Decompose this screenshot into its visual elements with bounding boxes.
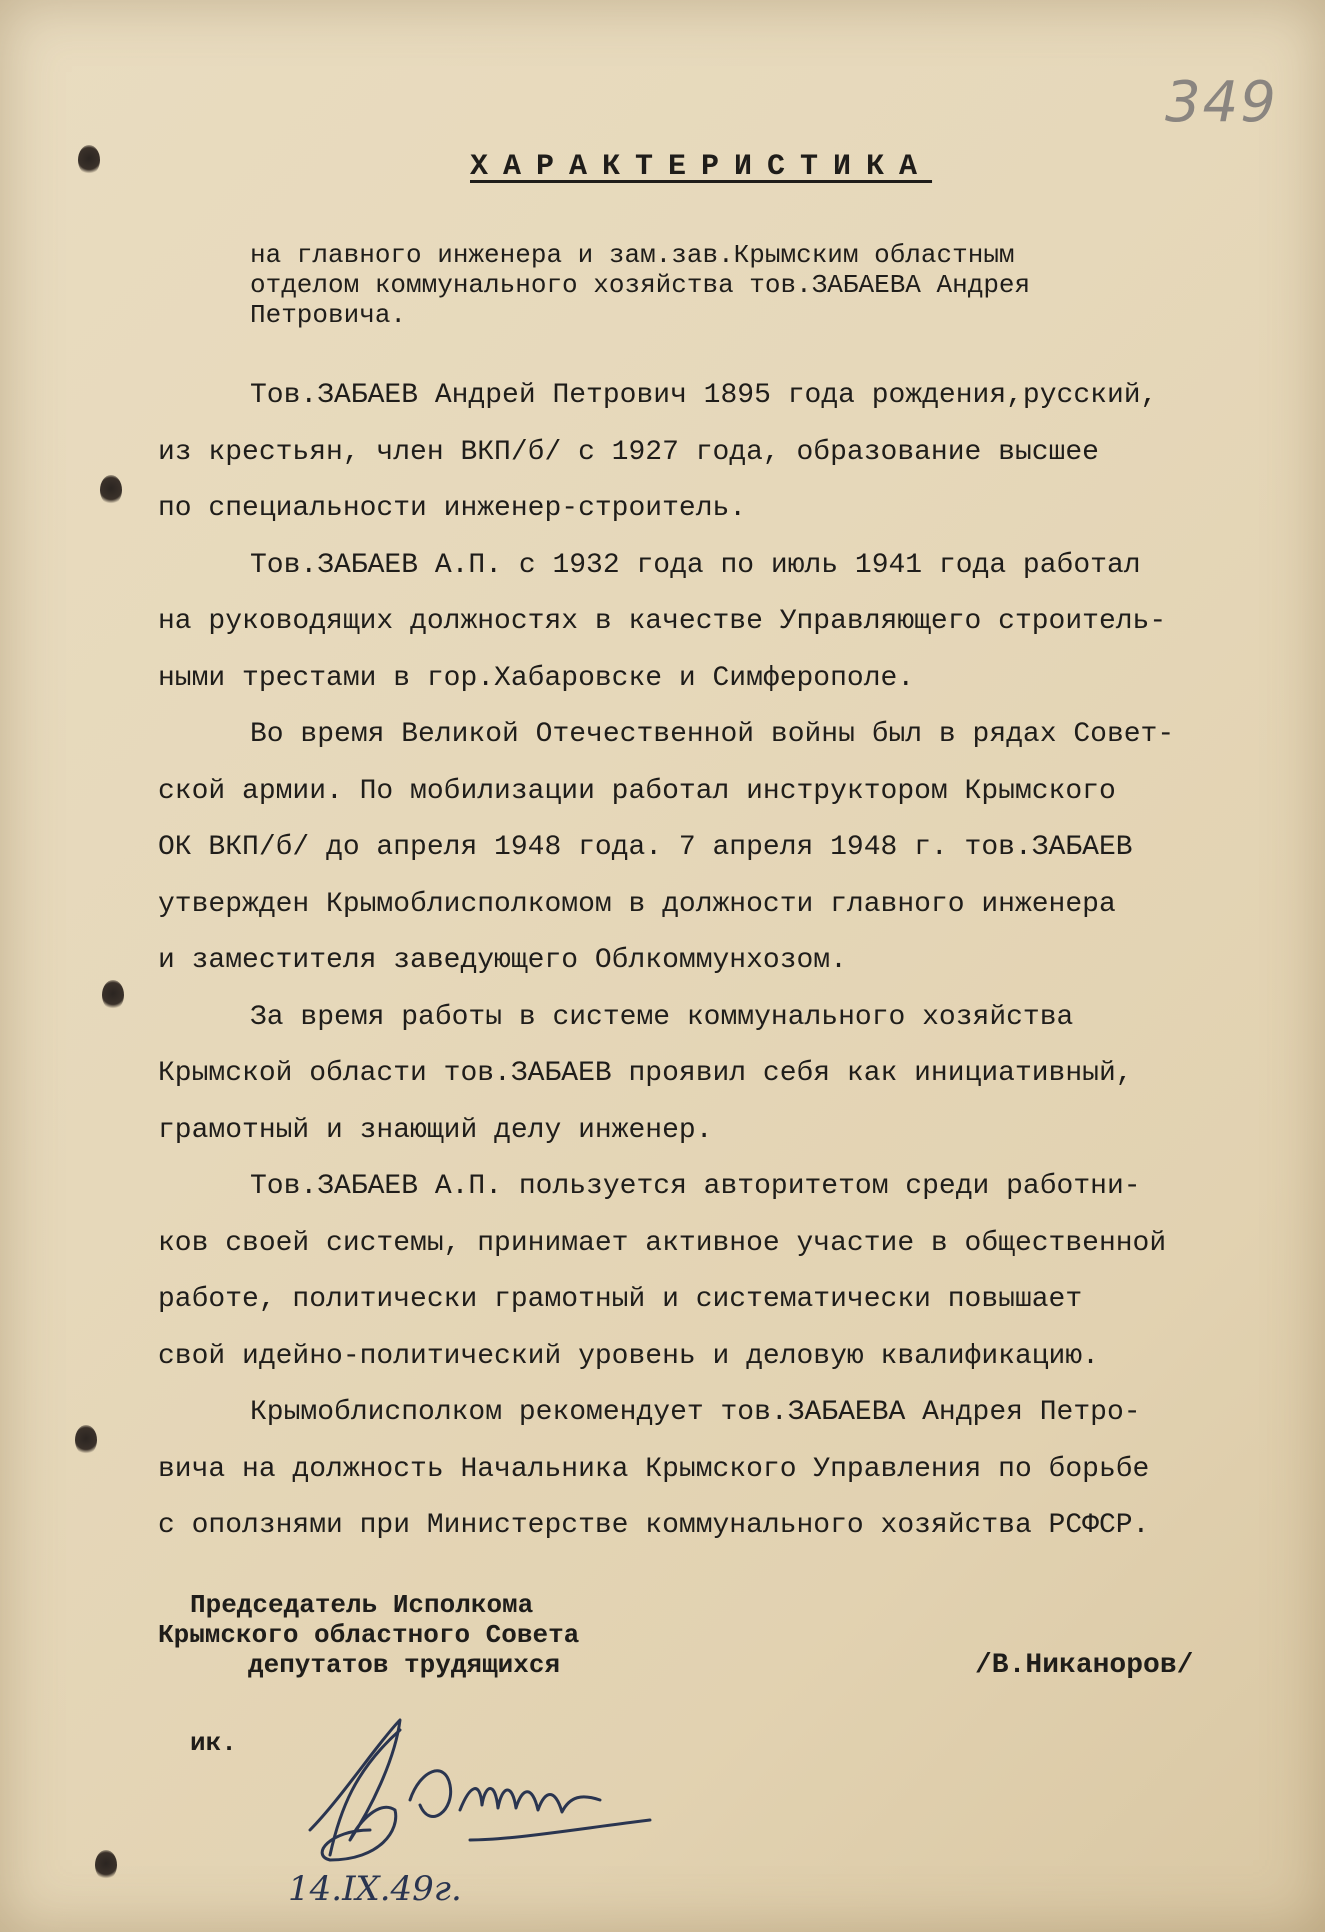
body-line: Во время Великой Отечественной войны был в рядах Совет- [250,719,1175,750]
handwritten-date: 14.IX.49г. [288,1869,462,1909]
body-line: За время работы в системе коммунального хозяйства [250,1001,1074,1033]
body-line: работе, политически грамотный и систематически повышает [158,1284,1083,1315]
handwritten-signature [270,1690,690,1930]
body-line: утвержден Крымоблисполкомом в должности главного инженера [158,888,1116,920]
signature-name: /В.Никаноров/ [975,1650,1194,1681]
page-number: 349 [1165,70,1278,135]
body-line: на руководящих должностях в качестве Управляющего строитель- [158,606,1167,637]
body-line: грамотный и знающий делу инженер. [158,1114,713,1146]
body-line: ными трестами в гор.Хабаровске и Симферополе. [158,662,915,694]
body-line: свой идейно-политический уровень и деловую квалификацию. [158,1340,1099,1372]
binder-hole-1 [78,145,100,175]
subtitle-line: на главного инженера и зам.зав.Крымским областным [250,240,1015,270]
body-line: ков своей системы, принимает активное участие в общественной [158,1227,1167,1259]
body-line: вича на должность Начальника Крымского Управления по борьбе [158,1453,1150,1485]
document-title: ХАРАКТЕРИСТИКА [470,150,933,184]
body-line: Тов.ЗАБАЕВ А.П. с 1932 года по июль 1941 года работал [250,549,1141,581]
binder-hole-2 [100,475,122,505]
body-line: Крымской области тов.ЗАБАЕВ проявил себя как инициативный, [158,1058,1133,1089]
body-line: и заместителя заведующего Облкоммунхозом. [158,945,847,976]
body-line: ской армии. По мобилизации работал инструктором Крымского [158,775,1116,807]
signatory-line: Крымского областного Совета [158,1620,580,1650]
signatory-line: депутатов трудящихся [248,1650,561,1680]
body-line: Тов.ЗАБАЕВ Андрей Петрович 1895 года рождения,русский, [250,380,1158,411]
document-body [158,380,1278,1567]
body-line: из крестьян, член ВКП/б/ с 1927 года, образование высшее [158,436,1099,468]
binder-hole-3 [102,980,124,1010]
binder-hole-5 [95,1850,117,1880]
body-line: ОК ВКП/б/ до апреля 1948 года. 7 апреля 1948 г. тов.ЗАБАЕВ [158,832,1133,863]
body-line: Крымоблисполком рекомендует тов.ЗАБАЕВА Андрея Петро- [250,1397,1141,1428]
subtitle-line: отделом коммунального хозяйства тов.ЗАБАЕВА Андрея [250,270,1031,300]
signatory-line: Председатель Исполкома [190,1590,534,1620]
binder-hole-4 [75,1425,97,1455]
signatory-title [158,1590,580,1680]
body-line: по специальности инженер-строитель. [158,493,747,524]
body-line: Тов.ЗАБАЕВ А.П. пользуется авторитетом среди работни- [250,1171,1141,1202]
subtitle-line: Петровича. [250,300,407,330]
document-subtitle [250,240,1250,330]
body-line: с оползнями при Министерстве коммунального хозяйства РСФСР. [158,1510,1150,1541]
ik-mark: ик. [190,1728,237,1758]
